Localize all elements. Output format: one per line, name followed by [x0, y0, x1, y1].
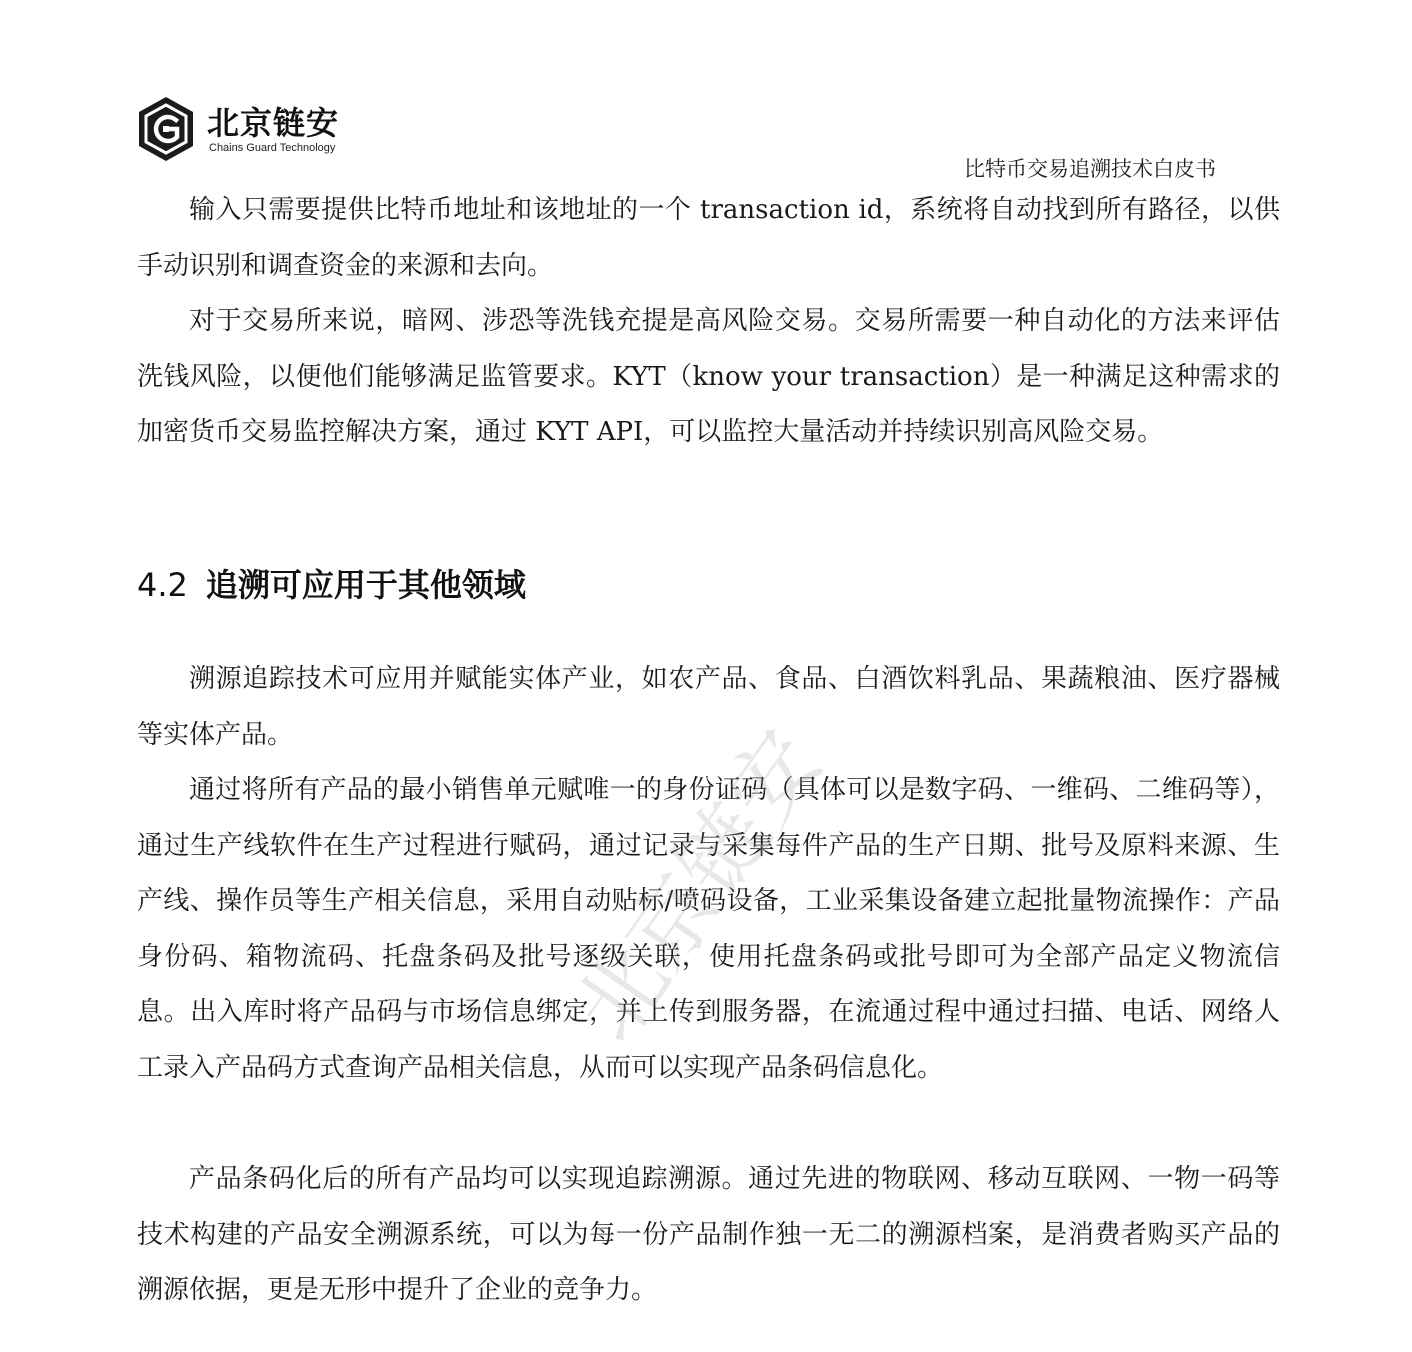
document-title: 比特币交易追溯技术白皮书	[964, 157, 1216, 181]
chainsguard-hexagon-logo-icon	[137, 96, 195, 162]
company-logo	[137, 96, 357, 166]
logo-text-cn: 北京链安	[207, 104, 340, 142]
section-number: 4.2	[137, 566, 188, 604]
body-paragraph: 通过将所有产品的最小销售单元赋唯一的身份证码（具体可以是数字码、一维码、二维码等），通过生产线软件在生产过程进行赋码，通过记录与采集每件产品的生产日期、批号及原料来源、生产线、操作员等生产相关信息，采用自动贴标/喷码设备，工业采集设备建立起批量物流操作：产品身份码、箱物流码、托盘条码及批号逐级关联，使用托盘条码或批号即可为全部产品定义物流信息。出入库时将产品码与市场信息绑定，并上传到服务器，在流通过程中通过扫描、电话、网络人工录入产品码方式查询产品相关信息，从而可以实现产品条码信息化。	[137, 775, 1280, 1083]
watermark: 北京链安	[554, 711, 842, 1060]
section-title: 追溯可应用于其他领域	[205, 566, 526, 604]
section-heading	[137, 560, 526, 606]
body-paragraph: 输入只需要提供比特币地址和该地址的一个 transaction id，系统将自动找到所有路径，以供手动识别和调查资金的来源和去向。	[137, 195, 1280, 281]
logo-text-en: Chains Guard Technology	[209, 142, 336, 154]
body-paragraph: 溯源追踪技术可应用并赋能实体产业，如农产品、食品、白酒饮料乳品、果蔬粮油、医疗器械等实体产品。	[137, 664, 1280, 750]
body-paragraph: 产品条码化后的所有产品均可以实现追踪溯源。通过先进的物联网、移动互联网、一物一码等技术构建的产品安全溯源系统，可以为每一份产品制作独一无二的溯源档案，是消费者购买产品的溯源依据，更是无形中提升了企业的竞争力。	[137, 1164, 1280, 1305]
body-paragraph: 对于交易所来说，暗网、涉恐等洗钱充提是高风险交易。交易所需要一种自动化的方法来评估洗钱风险，以便他们能够满足监管要求。KYT（know your transaction）是一种满足这种需求的加密货币交易监控解决方案，通过 KYT API，可以监控大量活动并持续识别高风险交易。	[137, 306, 1280, 447]
